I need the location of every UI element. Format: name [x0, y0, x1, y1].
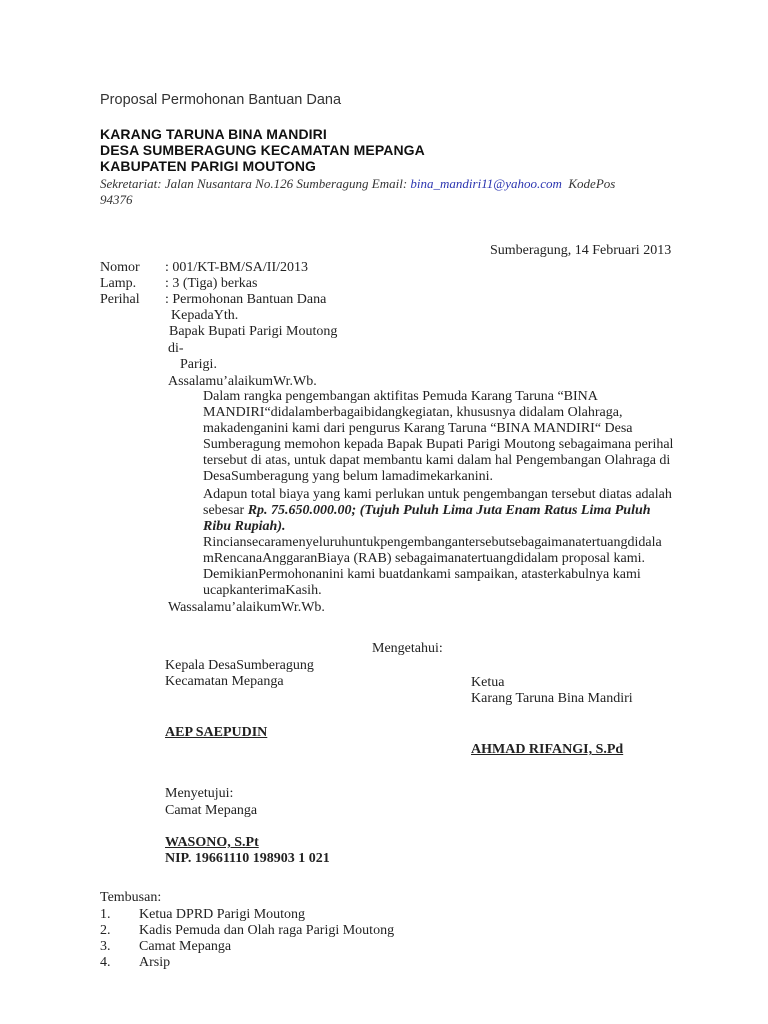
copies-item-text: Kadis Pemuda dan Olah raga Parigi Moutong	[139, 923, 395, 938]
left-signer-name: AEP SAEPUDIN	[165, 725, 268, 740]
copies-item-number: 2.	[100, 923, 111, 938]
right-signer-title: Ketua	[471, 675, 505, 690]
paragraph-rab-line2: mRencanaAnggaranBiaya (RAB) sebagaimanatertuangdidalam proposal kami.	[203, 551, 646, 566]
address-line	[100, 176, 615, 192]
meta-value-number: : 001/KT-BM/SA/II/2013	[165, 260, 308, 275]
meta-label-number: Nomor	[100, 260, 140, 275]
copies-item-number: 1.	[100, 907, 111, 922]
org-regency: KABUPATEN PARIGI MOUTONG	[100, 158, 317, 174]
postal-code: 94376	[100, 192, 133, 207]
right-signer-name: AHMAD RIFANGI, S.Pd	[471, 742, 624, 757]
approver-name: WASONO, S.Pt	[165, 835, 259, 850]
recipient-line: Bapak Bupati Parigi Moutong	[169, 324, 338, 339]
document-title: Proposal Permohonan Bantuan Dana	[100, 92, 342, 108]
copies-item-text: Arsip	[139, 955, 171, 970]
meta-value-attachment: : 3 (Tiga) berkas	[165, 276, 258, 291]
address-suffix: KodePos	[568, 176, 616, 191]
approver-nip: NIP. 19661110 198903 1 021	[165, 851, 330, 866]
copies-item-text: Camat Mepanga	[139, 939, 232, 954]
recipient-line: Parigi.	[180, 357, 217, 372]
amount-prefix: Adapun total biaya yang kami perlukan untuk pengembangan tersebut diatas adalah sebesar	[203, 487, 672, 518]
paragraph-intro: Dalam rangka pengembangan aktifitas Pemuda Karang Taruna “BINA MANDIRI“didalamberbagaibidangkegiatan, khususnya didalam Olahraga, makadenganini kami dari pengurus Karang Taruna “BINA MANDIRI“ Desa Sumberagung memohon kepada Bapak Bupati Parigi Moutong sebagaimana perihal tersebut di atas, untuk dapat membantu kami dalam hal Pengembangan Olahraga di DesaSumberagung yang belum lamadimekarkanini.	[203, 389, 674, 484]
org-village: DESA SUMBERAGUNG KECAMATAN MEPANGA	[100, 142, 425, 158]
recipient-line: KepadaYth.	[171, 308, 239, 323]
meta-value-subject: : Permohonan Bantuan Dana	[165, 292, 327, 307]
left-signer-title: Kepala DesaSumberagung	[165, 658, 314, 673]
meta-label-subject: Perihal	[100, 292, 140, 307]
amount-value: Rp. 75.650.000.00; (Tujuh Puluh Lima Juta Enam Ratus Lima Puluh Ribu Rupiah).	[203, 503, 651, 534]
paragraph-rab-line1: Rinciansecaramenyeluruhuntukpengembangantersebutsebagaimanatertuangdidala	[203, 535, 662, 550]
email-link[interactable]: bina_mandiri11@yahoo.com	[410, 176, 562, 191]
copies-item-text: Ketua DPRD Parigi Moutong	[139, 907, 306, 922]
address-prefix: Sekretariat: Jalan Nusantara No.126 Sumberagung Email:	[100, 176, 408, 191]
approved-label: Menyetujui:	[165, 786, 234, 801]
paragraph-closing: DemikianPermohonanini kami buatdankami sampaikan, atasterkabulnya kami ucapkanterimaKasih.	[203, 567, 641, 598]
copies-item-number: 4.	[100, 955, 111, 970]
approver-title: Camat Mepanga	[165, 803, 258, 818]
place-date: Sumberagung, 14 Februari 2013	[490, 243, 672, 258]
greeting: Assalamu’alaikumWr.Wb.	[168, 374, 317, 389]
right-signer-subtitle: Karang Taruna Bina Mandiri	[471, 691, 633, 706]
closing-greeting: Wassalamu’alaikumWr.Wb.	[168, 600, 325, 615]
copies-heading: Tembusan:	[100, 890, 162, 905]
acknowledged-label: Mengetahui:	[372, 641, 443, 656]
left-signer-subtitle: Kecamatan Mepanga	[165, 674, 284, 689]
copies-item-number: 3.	[100, 939, 111, 954]
recipient-line: di-	[168, 341, 184, 356]
paragraph-amount	[203, 487, 675, 535]
meta-label-attachment: Lamp.	[100, 276, 137, 291]
org-name: KARANG TARUNA BINA MANDIRI	[100, 126, 327, 142]
